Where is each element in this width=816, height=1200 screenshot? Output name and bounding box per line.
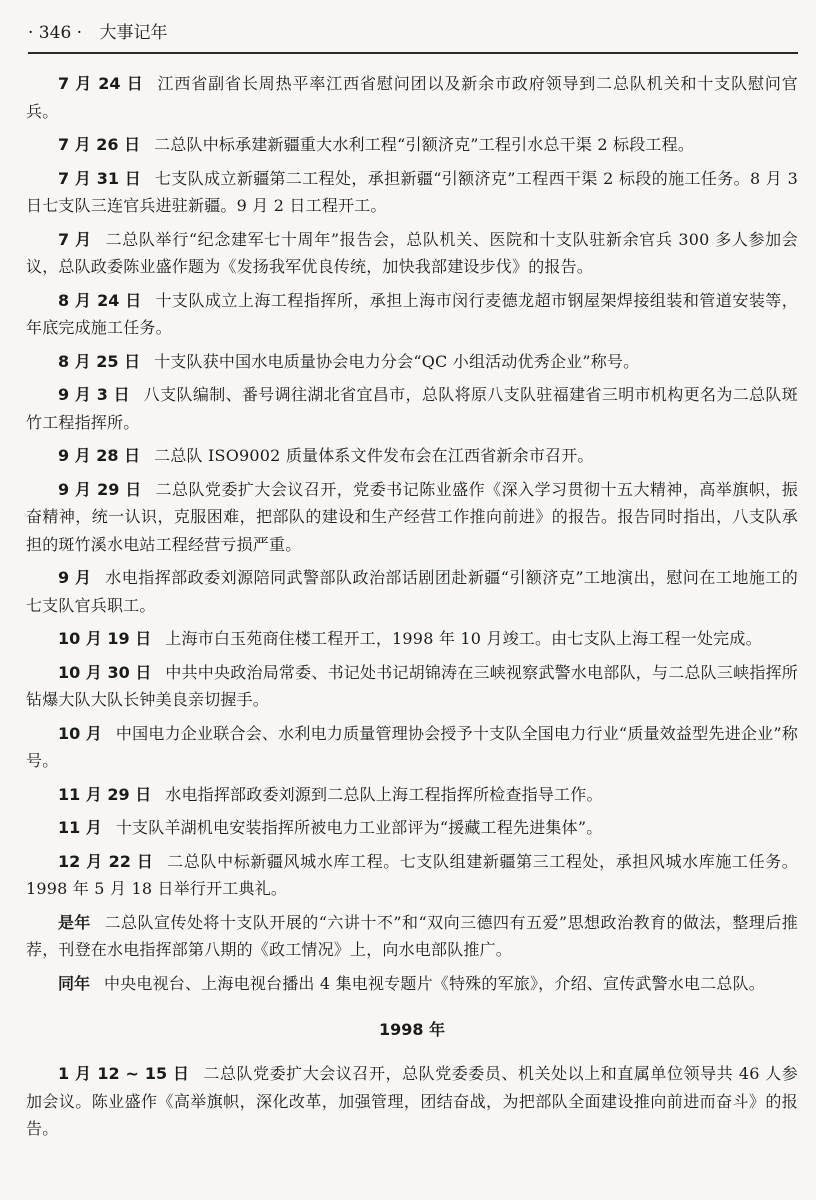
entry-date: 8 月 24 日 — [58, 290, 142, 310]
entry-date: 9 月 — [58, 568, 92, 587]
chronicle-entry — [26, 131, 798, 159]
year-heading: 1998 年 — [378, 1020, 446, 1039]
chronicle-entry — [26, 165, 798, 220]
chronicle-entry — [26, 970, 798, 998]
chronicle-entry — [26, 287, 798, 342]
entry-text: 水电指挥部政委刘源陪同武警部队政治部话剧团赴新疆“引额济克”工地演出，慰问在工地施工的七支队官兵职工。 — [26, 568, 798, 615]
entry-date: 11 月 — [58, 818, 102, 837]
entry-text: 八支队编制、番号调往湖北省宜昌市，总队将原八支队驻福建省三明市机构更名为二总队斑竹工程指挥所。 — [26, 385, 798, 432]
entry-date: 9 月 3 日 — [58, 385, 130, 404]
entry-text: 十支队获中国水电质量协会电力分会“QC 小组活动优秀企业”称号。 — [154, 351, 640, 371]
entry-date: 7 月 — [58, 229, 92, 249]
chronicle-entry — [26, 381, 798, 436]
entry-date: 10 月 — [58, 723, 102, 743]
entry-date: 1 月 12 ~ 15 日 — [58, 1064, 190, 1083]
entry-text: 二总队 ISO9002 质量体系文件发布会在江西省新余市召开。 — [154, 446, 594, 465]
entry-date: 8 月 25 日 — [58, 351, 141, 371]
running-title: 大事记年 — [99, 23, 168, 43]
entries-1998 — [26, 1060, 798, 1143]
entry-date: 11 月 29 日 — [58, 784, 152, 804]
entry-text: 中国电力企业联合会、水利电力质量管理协会授予十支队全国电力行业“质量效益型先进企业”称号。 — [26, 723, 798, 770]
page-number: · 346 · — [28, 23, 83, 43]
entry-text: 二总队宣传处将十支队开展的“六讲十不”和“双向三德四有五爱”思想政治教育的做法，整理后推荐，刊登在水电指挥部第八期的《政工情况》上，向水电部队推广。 — [26, 912, 798, 959]
entry-date: 7 月 26 日 — [58, 135, 141, 154]
chronicle-entry — [26, 659, 798, 714]
page-header — [28, 18, 798, 54]
page-body — [26, 70, 798, 1149]
chronicle-entry — [26, 909, 798, 964]
entry-date: 7 月 31 日 — [58, 168, 141, 188]
entry-date: 9 月 28 日 — [58, 446, 141, 465]
entry-text: 二总队中标承建新疆重大水利工程“引额济克”工程引水总干渠 2 标段工程。 — [154, 135, 695, 154]
entry-text: 二总队党委扩大会议召开，总队党委委员、机关处以上和直属单位领导共 46 人参加会议。陈业盛作《高举旗帜，深化改革，加强管理，团结奋战，为把部队全面建设推向前进而奋斗》的报告。 — [26, 1064, 798, 1138]
entry-text: 七支队成立新疆第二工程处，承担新疆“引额济克”工程西干渠 2 标段的施工任务。8 月 3 日七支队三连官兵进驻新疆。9 月 2 日工程开工。 — [26, 168, 798, 215]
entry-date: 7 月 24 日 — [58, 74, 144, 93]
entries-1997 — [26, 70, 798, 997]
entry-text: 中共中央政治局常委、书记处书记胡锦涛在三峡视察武警水电部队，与二总队三峡指挥所钻爆大队大队长钟美良亲切握手。 — [26, 662, 798, 709]
chronicle-entry — [26, 564, 798, 619]
chronicle-entry — [26, 781, 798, 809]
entry-text: 中央电视台、上海电视台播出 4 集电视专题片《特殊的军旅》，介绍、宣传武警水电二总队。 — [104, 973, 765, 993]
chronicle-entry — [26, 442, 798, 470]
entry-text: 水电指挥部政委刘源到二总队上海工程指挥所检查指导工作。 — [165, 784, 603, 804]
entry-text: 二总队举行“纪念建军七十周年”报告会，总队机关、医院和十支队驻新余官兵 300 多人参加会议，总队政委陈业盛作题为《发扬我军优良传统，加快我部建设步伐》的报告。 — [26, 229, 798, 276]
entry-date: 12 月 22 日 — [58, 851, 154, 871]
chronicle-entry — [26, 1060, 798, 1143]
chronicle-entry — [26, 70, 798, 125]
chronicle-entry — [26, 476, 798, 559]
entry-date: 同年 — [58, 973, 91, 993]
entry-date: 10 月 30 日 — [58, 662, 152, 682]
chronicle-entry — [26, 814, 798, 842]
chronicle-entry — [26, 848, 798, 903]
entry-date: 是年 — [58, 912, 91, 932]
chronicle-entry — [26, 348, 798, 376]
chronicle-entry — [26, 625, 798, 653]
entry-text: 江西省副省长周热平率江西省慰问团以及新余市政府领导到二总队机关和十支队慰问官兵。 — [26, 74, 798, 121]
entry-text: 二总队党委扩大会议召开，党委书记陈业盛作《深入学习贯彻十五大精神，高举旗帜，振奋精神，统一认识，克服困难，把部队的建设和生产经营工作推向前进》的报告。报告同时指出，八支队承担的斑竹溪水电站工程经营亏损严重。 — [26, 479, 798, 554]
entry-date: 10 月 19 日 — [58, 629, 152, 648]
entry-text: 十支队成立上海工程指挥所，承担上海市闵行麦德龙超市钢屋架焊接组装和管道安装等，年底完成施工任务。 — [26, 290, 798, 337]
entry-text: 上海市白玉苑商住楼工程开工，1998 年 10 月竣工。由七支队上海工程一处完成。 — [165, 629, 762, 648]
entry-text: 十支队羊湖机电安装指挥所被电力工业部评为“援藏工程先进集体”。 — [115, 818, 603, 837]
entry-text: 二总队中标新疆风城水库工程。七支队组建新疆第三工程处，承担风城水库施工任务。1998 年 5 月 18 日举行开工典礼。 — [26, 851, 798, 898]
chronicle-entry — [26, 226, 798, 281]
entry-date: 9 月 29 日 — [58, 479, 142, 499]
chronicle-entry — [26, 720, 798, 775]
